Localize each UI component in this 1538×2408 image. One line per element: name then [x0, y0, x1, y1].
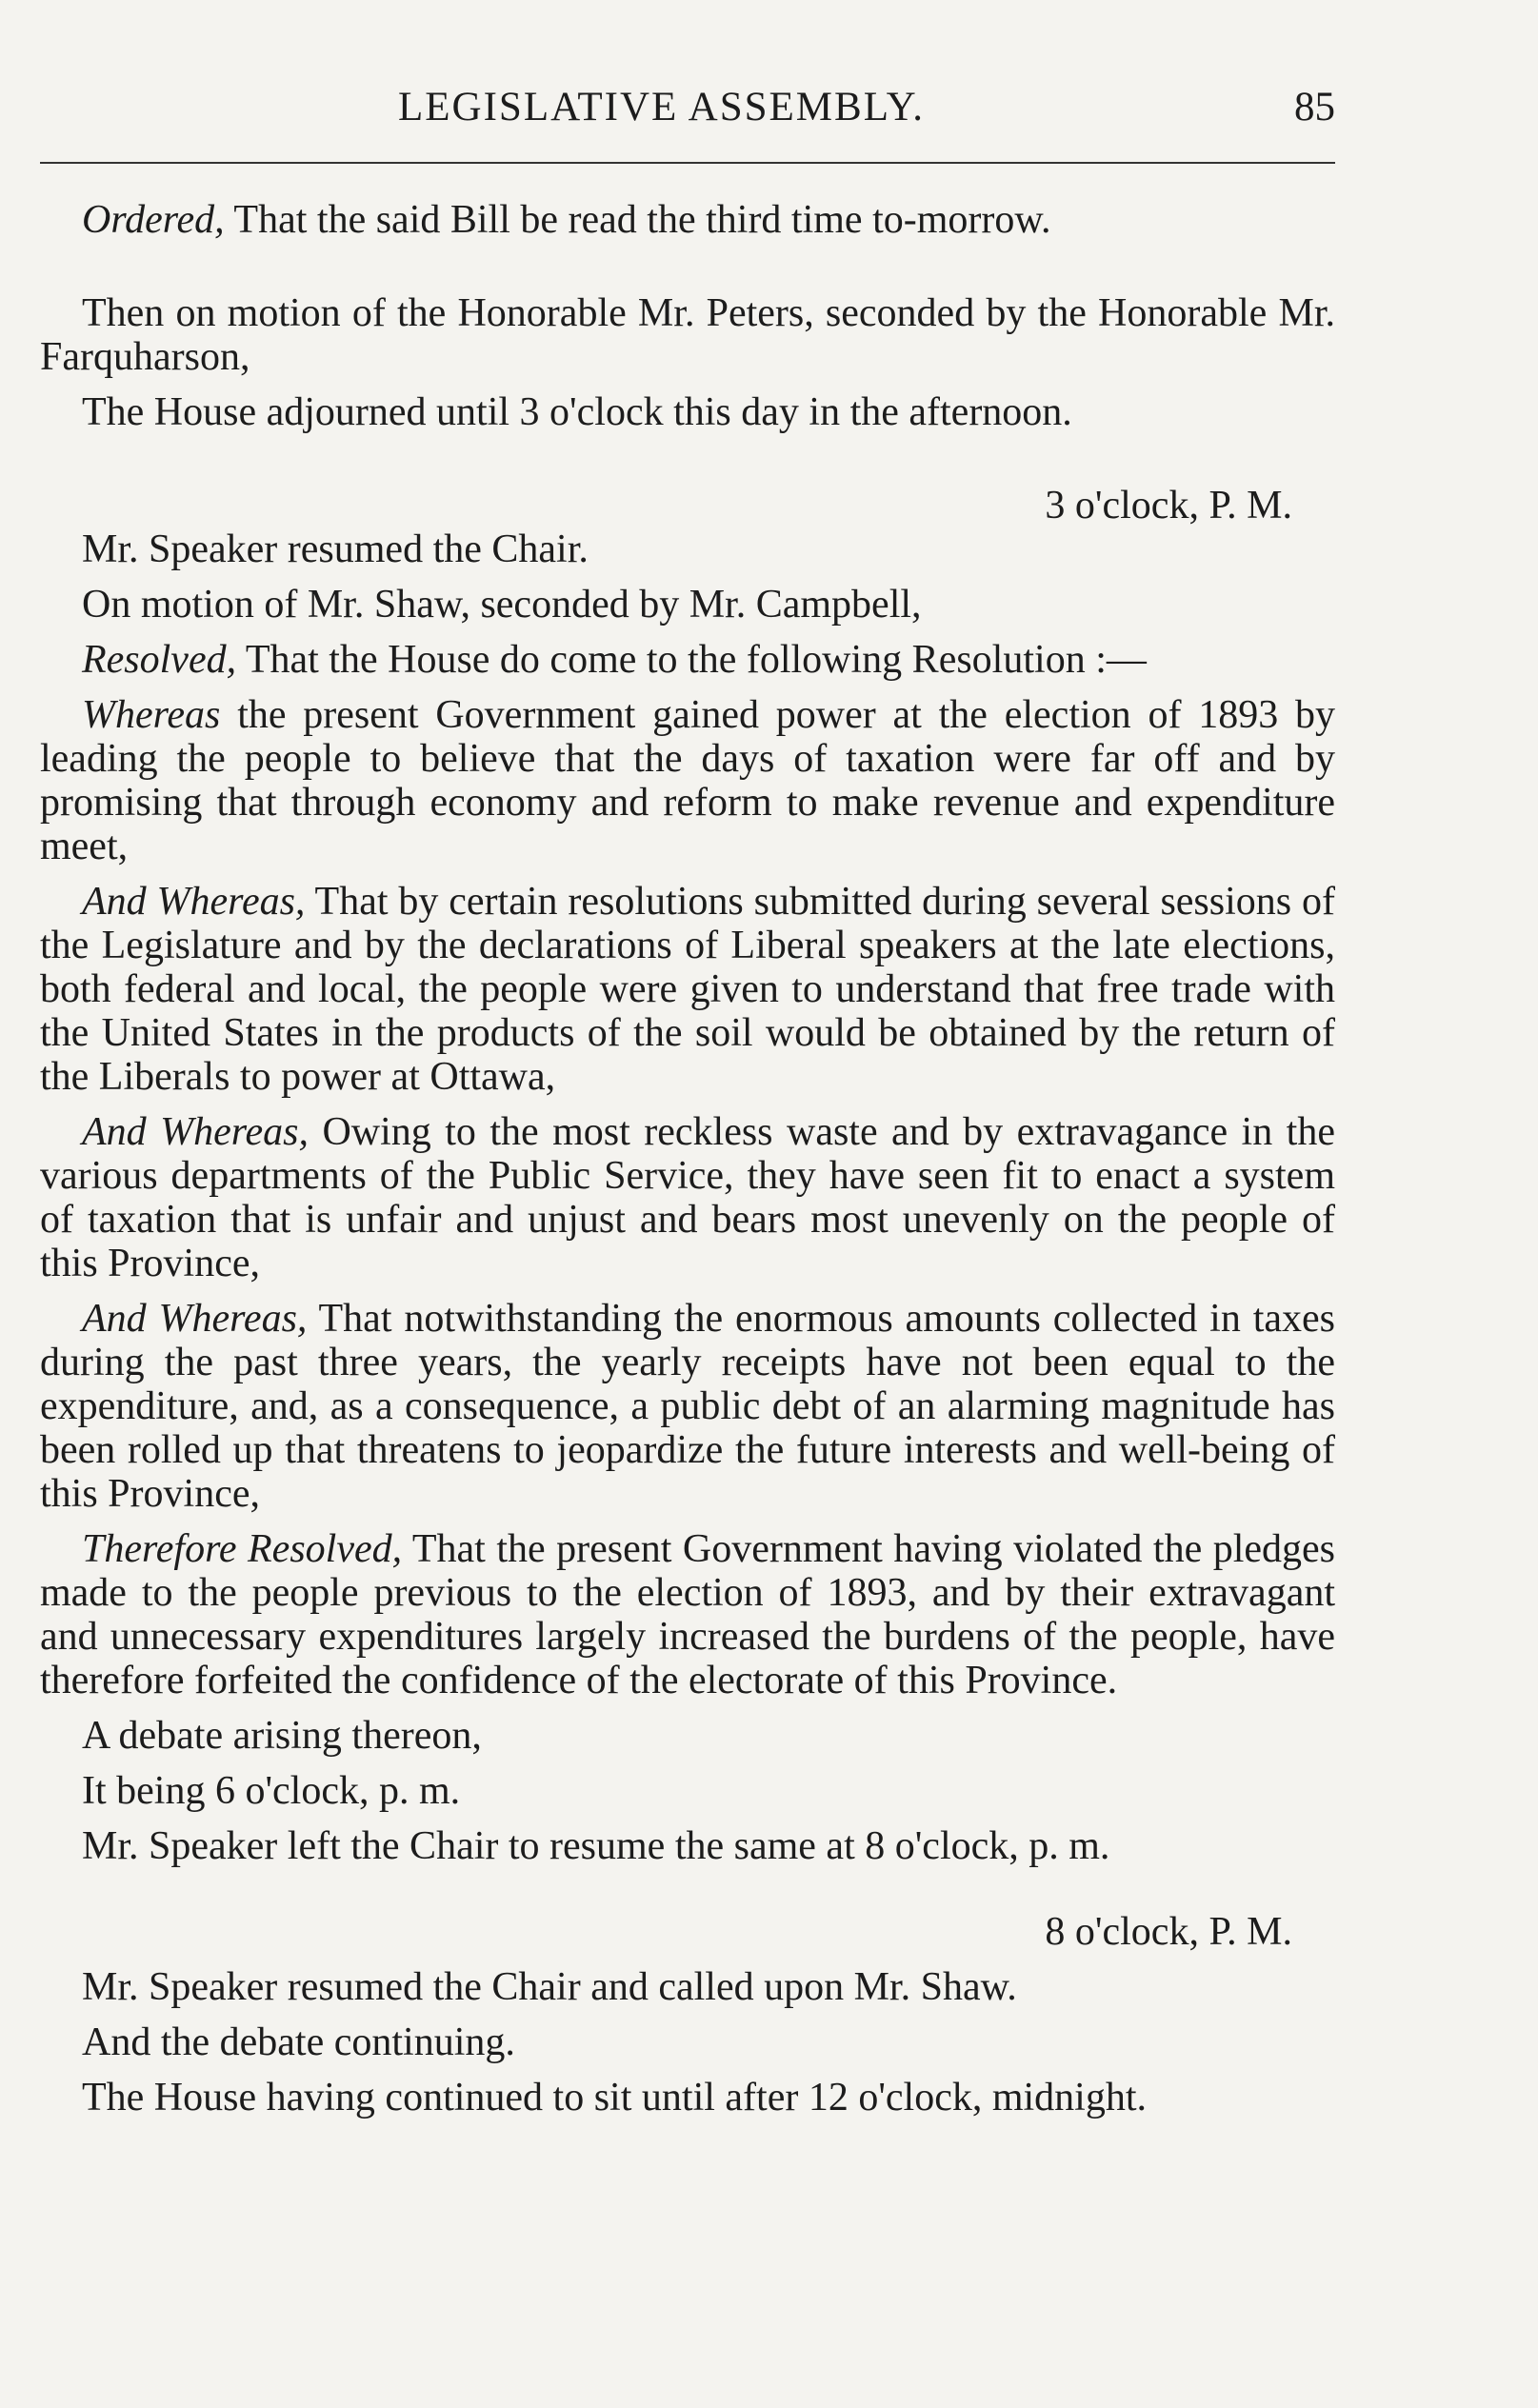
whereas-3-text: Owing to the most reckless waste and by extravagance in the various departments of the Public Service, they have seen fit to enact a system of taxation that is unfair and unjust and bears most unevenly on the people of this Province, — [40, 1110, 1335, 1285]
time-heading-3pm: 3 o'clock, P. M. — [1045, 484, 1292, 527]
running-head-title: LEGISLATIVE ASSEMBLY. — [398, 85, 925, 129]
whereas-4-text: That notwithstanding the enormous amounts collected in taxes during the past three years, the yearly receipts have not been equal to the expenditure, and, as a consequence, a public debt of an alarming magnitude has been rolled up that threatens to jeopardize the future interests and well-being of this Province, — [40, 1297, 1335, 1516]
whereas-4-lead: And Whereas, — [82, 1297, 308, 1341]
paragraph-whereas-2 — [40, 880, 1335, 1099]
paragraph-debate-continuing: And the debate continuing. — [82, 2020, 515, 2064]
therefore-text: That the present Government having violated the pledges made to the people previous to the election of 1893, and by their extravagant and unnecessary expenditures largely increased the burdens of the people, have therefore forfeited the confidence of the electorate of this Province. — [40, 1527, 1336, 1702]
page-number: 85 — [1294, 85, 1335, 129]
paragraph-debate-arising: A debate arising thereon, — [82, 1714, 482, 1758]
resolved-text: That the House do come to the following Resolution :— — [236, 638, 1147, 682]
ordered-text: That the said Bill be read the third time to-morrow. — [224, 198, 1051, 242]
paragraph-motion-adjourn: Then on motion of the Honorable Mr. Peters, seconded by the Honorable Mr. Farquharson, — [40, 291, 1335, 379]
whereas-2-lead: And Whereas, — [82, 880, 306, 924]
running-head — [0, 84, 1538, 141]
time-heading-8pm: 8 o'clock, P. M. — [1045, 1910, 1292, 1954]
paragraph-six-oclock: It being 6 o'clock, p. m. — [82, 1769, 461, 1813]
paragraph-resolved — [40, 638, 1335, 682]
paragraph-whereas-4 — [40, 1297, 1335, 1516]
paragraph-house-continued: The House having continued to sit until after 12 o'clock, midnight. — [82, 2076, 1148, 2119]
paragraph-ordered — [40, 198, 1335, 242]
whereas-3-lead: And Whereas, — [82, 1110, 310, 1154]
paragraph-motion-shaw: On motion of Mr. Shaw, seconded by Mr. Campbell, — [82, 583, 922, 627]
paragraph-speaker-resumed-2: Mr. Speaker resumed the Chair and called upon Mr. Shaw. — [82, 1965, 1017, 2009]
paragraph-whereas-1 — [40, 693, 1335, 868]
paragraph-house-adjourned: The House adjourned until 3 o'clock this day in the afternoon. — [82, 390, 1072, 434]
resolved-lead: Resolved, — [82, 638, 237, 682]
paragraph-therefore-resolved — [40, 1527, 1335, 1702]
paragraph-whereas-3 — [40, 1110, 1335, 1285]
therefore-lead: Therefore Resolved, — [82, 1527, 403, 1571]
whereas-1-lead: Whereas — [82, 693, 221, 737]
document-body — [40, 198, 1335, 2119]
ordered-lead: Ordered, — [82, 198, 225, 242]
paragraph-speaker-left: Mr. Speaker left the Chair to resume the same at 8 o'clock, p. m. — [82, 1824, 1110, 1868]
paragraph-speaker-resumed: Mr. Speaker resumed the Chair. — [82, 527, 589, 571]
header-rule — [40, 162, 1335, 164]
whereas-2-text: That by certain resolutions submitted during several sessions of the Legislature and by the declarations of Liberal speakers at the late elections, both federal and local, the people were given to understand that free trade with the United States in the products of the soil would be obtained by the return of the Liberals to power at Ottawa, — [40, 880, 1335, 1099]
whereas-1-text: the present Government gained power at the election of 1893 by leading the people to believe that the days of taxation were far off and by promising that through economy and reform to make revenue and expenditure meet, — [40, 693, 1335, 868]
